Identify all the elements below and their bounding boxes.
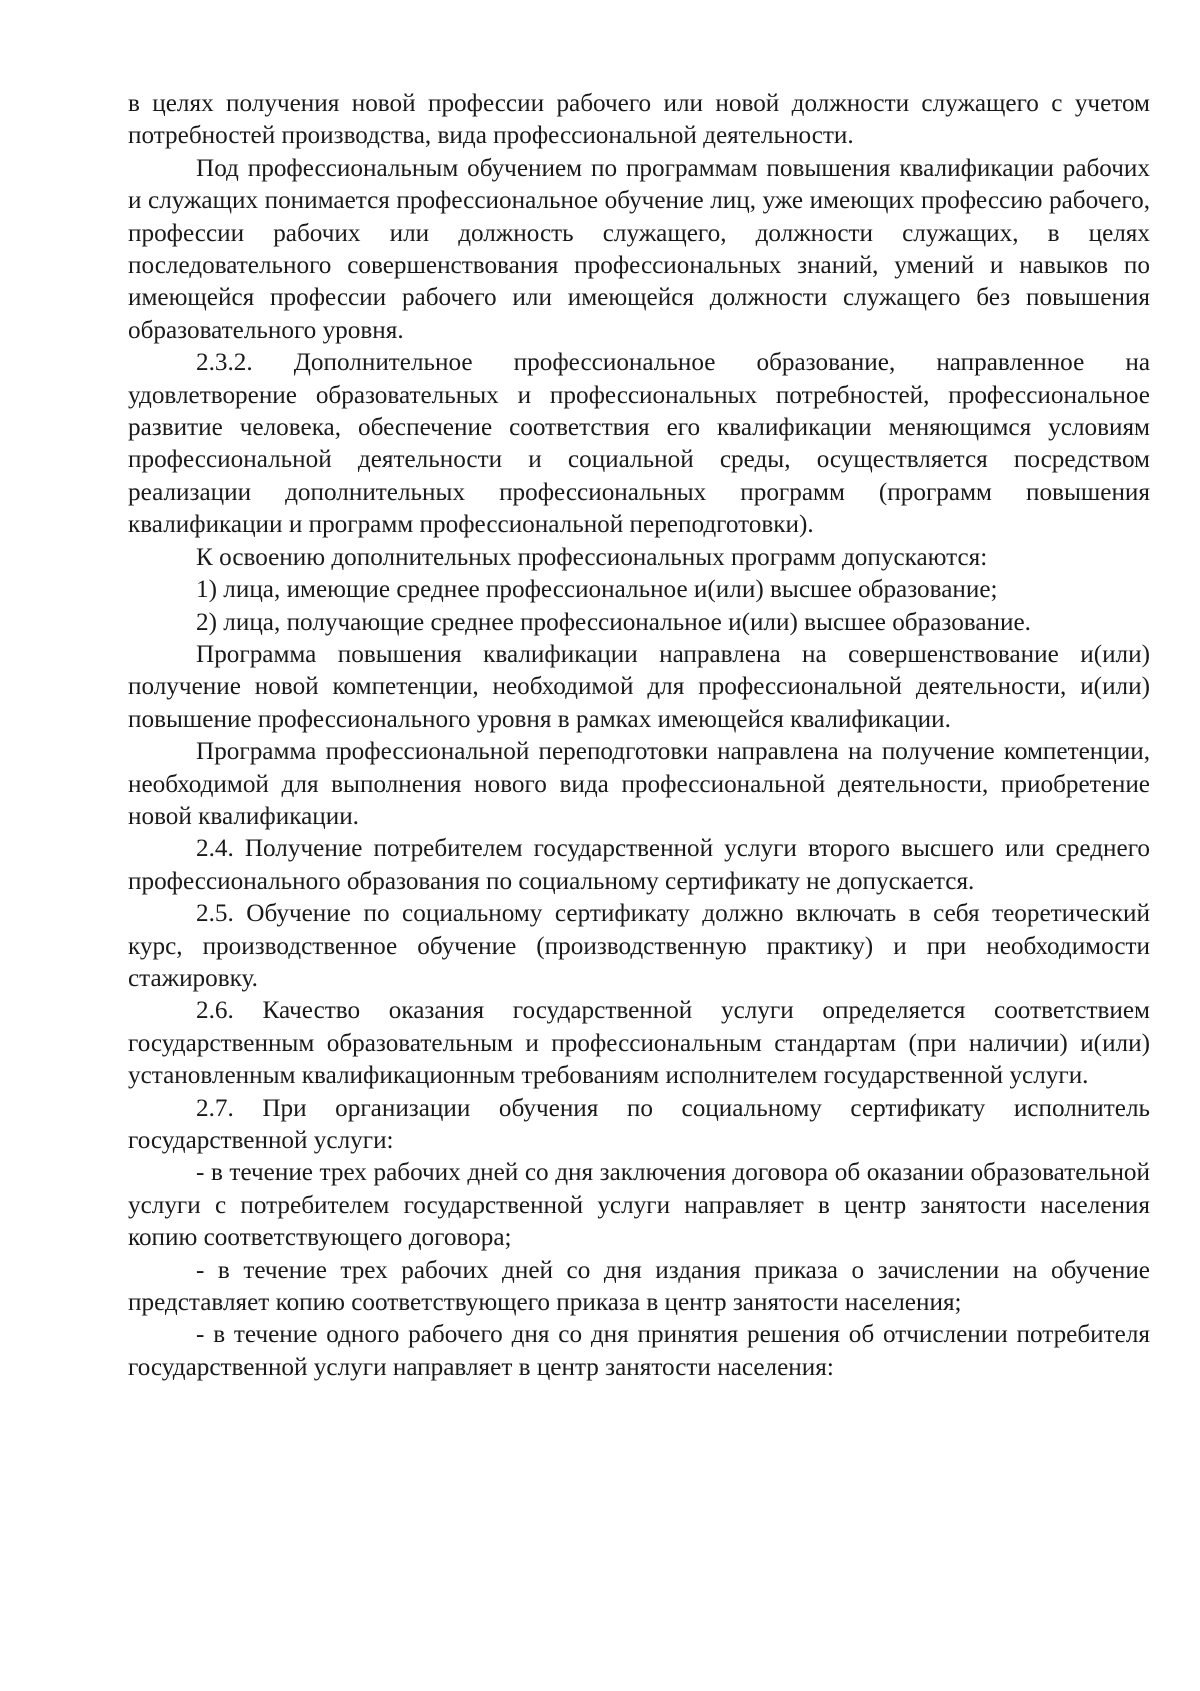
paragraph-2-7: 2.7. При организации обучения по социальному сертификату исполнитель государственной услуги: xyxy=(128,1094,1150,1154)
dash-item-expulsion: - в течение одного рабочего дня со дня принятия решения об отчислении потребителя государственной услуги направляет в центр занятости населения: xyxy=(128,1321,1150,1381)
paragraph-retraining-program: Программа профессиональной переподготовки направлена на получение компетенции, необходимой для выполнения нового вида профессиональной деятельности, приобретение новой квалификации. xyxy=(128,738,1150,830)
paragraph-2-6: 2.6. Качество оказания государственной услуги определяется соответствием государственным образовательным и профессиональным стандартам (при наличии) и(или) установленным квалификационным требованиям исполнителем государственной услуги. xyxy=(128,997,1150,1090)
paragraph-admission: К освоению дополнительных профессиональных программ допускаются: xyxy=(196,543,988,571)
dash-item-order: - в течение трех рабочих дней со дня издания приказа о зачислении на обучение представляет копию соответствующего приказа в центр занятости населения; xyxy=(128,1256,1150,1317)
paragraph-continuation: в целях получения новой профессии рабочего или новой должности служащего с учетом потребностей производства, вида профессиональной деятельности. xyxy=(128,90,1150,150)
paragraph-2-3-2: 2.3.2. Дополнительное профессиональное образование, направленное на удовлетворение образовательных и профессиональных потребностей, профессиональное развитие человека, обеспечение соответствия его квалификации меняющимся условиям профессиональной деятельности и социальной среды, осуществляется посредством реализации дополнительных профессиональных программ (программ повышения квалификации и программ профессиональной переподготовки). xyxy=(128,349,1150,539)
list-item-1: 1) лица, имеющие среднее профессиональное и(или) высшее образование; xyxy=(196,576,998,604)
paragraph-professional-training: Под профессиональным обучением по программам повышения квалификации рабочих и служащих понимается профессиональное обучение лиц, уже имеющих профессию рабочего, профессии рабочих или должность служащего, должности служащих, в целях последовательного совершенствования профессиональных знаний, умений и навыков по имеющейся профессии рабочего или имеющейся должности служащего без повышения образовательного уровня. xyxy=(128,154,1150,344)
dash-item-contract: - в течение трех рабочих дней со дня заключения договора об оказании образовательной услуги с потребителем государственной услуги направляет в центр занятости населения копию соответствующего договора; xyxy=(128,1159,1150,1252)
paragraph-2-4: 2.4. Получение потребителем государственной услуги второго высшего или среднего профессионального образования по социальному сертификату не допускается. xyxy=(128,835,1150,895)
document-body xyxy=(128,88,1150,1384)
paragraph-2-5: 2.5. Обучение по социальному сертификату должно включать в себя теоретический курс, производственное обучение (производственную практику) и при необходимости стажировку. xyxy=(128,900,1150,992)
paragraph-qualification-program: Программа повышения квалификации направлена на совершенствование и(или) получение новой компетенции, необходимой для профессиональной деятельности, и(или) повышение профессионального уровня в рамках имеющейся квалификации. xyxy=(128,640,1150,733)
list-item-2: 2) лица, получающие среднее профессиональное и(или) высшее образование. xyxy=(196,608,1031,636)
